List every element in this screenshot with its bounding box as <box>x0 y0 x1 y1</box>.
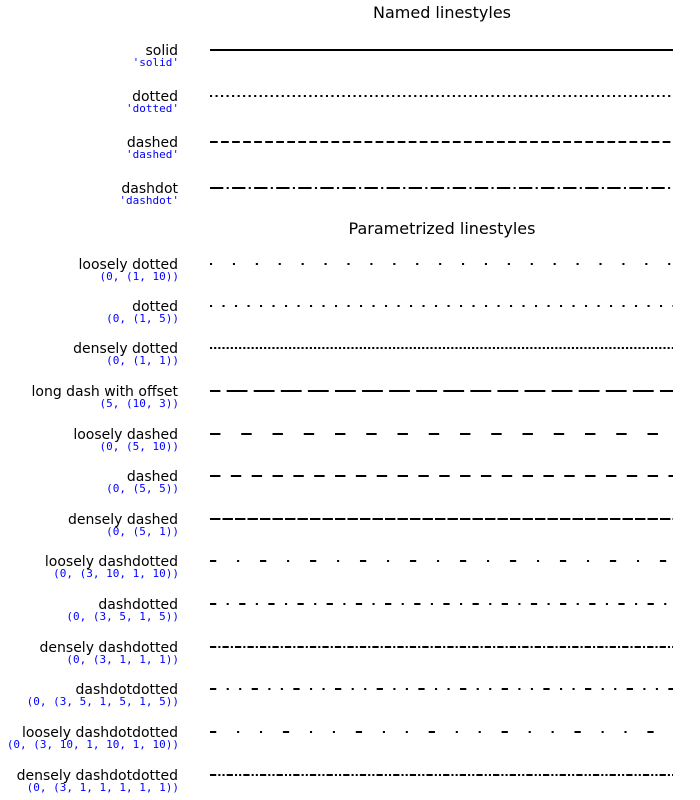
repr-densely-dotted: (0, (1, 1)) <box>106 354 179 367</box>
repr-densely-dashdotted: (0, (3, 1, 1, 1)) <box>66 653 179 666</box>
repr-dashed: 'dashed' <box>126 148 179 161</box>
repr-solid: 'solid' <box>132 56 179 69</box>
label-loosely-dotted: loosely dotted <box>78 257 178 273</box>
label-loosely-dashdotdotted: loosely dashdotdotted <box>21 725 178 741</box>
label-dotted: dotted <box>132 299 178 315</box>
label-densely-dashdotted: densely dashdotted <box>39 640 178 656</box>
label-dashdotted: dashdotted <box>98 597 178 613</box>
label-dashdotdotted: dashdotdotted <box>75 682 178 698</box>
repr-dotted: (0, (1, 5)) <box>106 312 179 325</box>
repr-dotted: 'dotted' <box>126 102 179 115</box>
repr-densely-dashed: (0, (5, 1)) <box>106 525 179 538</box>
repr-dashdotdotted: (0, (3, 5, 1, 5, 1, 5)) <box>26 695 179 708</box>
label-dotted: dotted <box>132 89 178 105</box>
label-dashdot: dashdot <box>121 181 178 197</box>
named-linestyles-axes <box>119 43 673 207</box>
repr-loosely-dotted: (0, (1, 10)) <box>99 270 179 283</box>
repr-long-dash-with-offset: (5, (10, 3)) <box>99 397 179 410</box>
repr-loosely-dashdotdotted: (0, (3, 10, 1, 10, 1, 10)) <box>6 738 179 751</box>
label-densely-dashed: densely dashed <box>67 512 178 528</box>
repr-dashdot: 'dashdot' <box>119 194 179 207</box>
repr-loosely-dashed: (0, (5, 10)) <box>99 440 179 453</box>
named-title: Named linestyles <box>372 3 512 22</box>
repr-densely-dashdotdotted: (0, (3, 1, 1, 1, 1, 1)) <box>26 781 179 794</box>
label-dashed: dashed <box>126 469 178 485</box>
label-densely-dotted: densely dotted <box>73 341 178 357</box>
label-long-dash-with-offset: long dash with offset <box>31 384 178 400</box>
repr-loosely-dashdotted: (0, (3, 10, 1, 10)) <box>53 567 179 580</box>
parametrized-linestyles-axes <box>7 257 673 794</box>
repr-dashed: (0, (5, 5)) <box>106 482 179 495</box>
label-loosely-dashdotted: loosely dashdotted <box>44 554 178 570</box>
label-loosely-dashed: loosely dashed <box>73 427 178 443</box>
label-solid: solid <box>145 43 178 59</box>
label-dashed: dashed <box>126 135 178 151</box>
label-densely-dashdotdotted: densely dashdotdotted <box>16 768 178 784</box>
repr-dashdotted: (0, (3, 5, 1, 5)) <box>66 610 179 623</box>
parametrized-title: Parametrized linestyles <box>348 219 536 238</box>
